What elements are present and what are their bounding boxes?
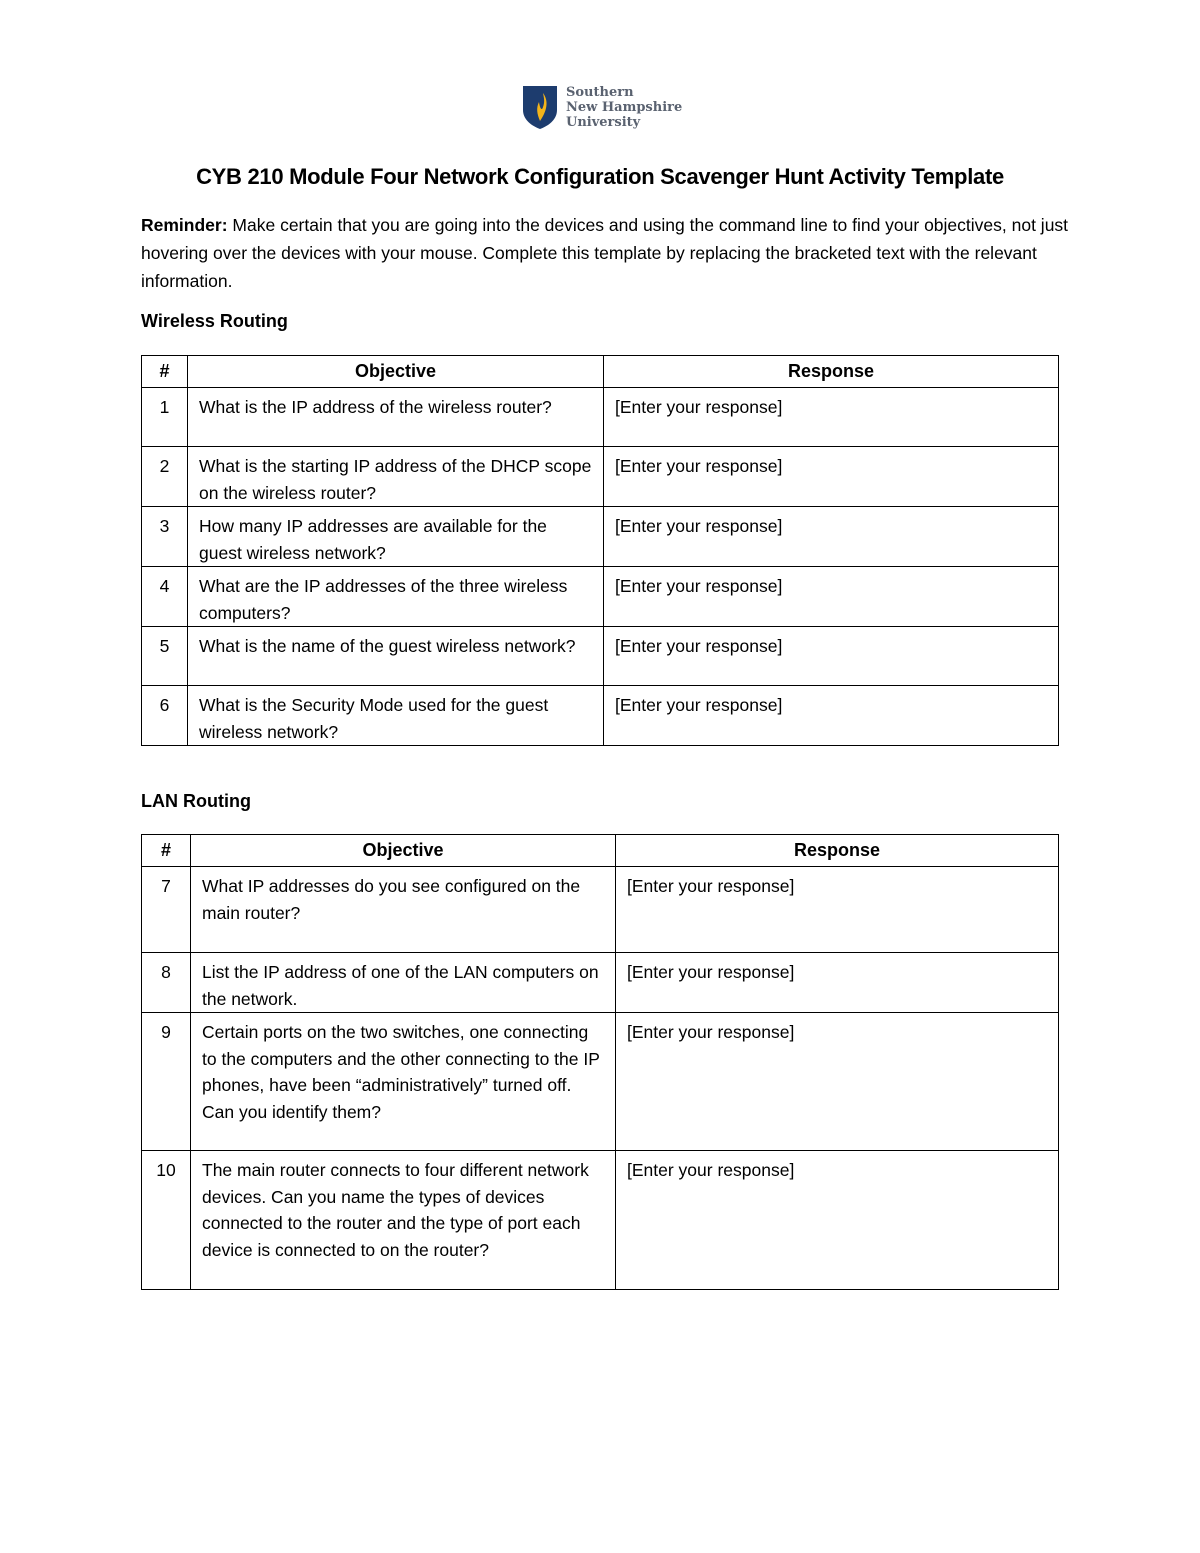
row-response[interactable]: [Enter your response] — [604, 447, 1059, 507]
table-row — [142, 507, 1059, 567]
row-number: 1 — [142, 388, 188, 447]
table-row — [142, 686, 1059, 746]
table-row — [142, 567, 1059, 627]
row-number: 2 — [142, 447, 188, 507]
logo-wordmark — [566, 85, 682, 130]
reminder-paragraph — [141, 211, 1071, 295]
table-row — [142, 1151, 1059, 1290]
row-objective: What is the IP address of the wireless router? — [188, 388, 604, 447]
table-row — [142, 447, 1059, 507]
document-title: CYB 210 Module Four Network Configuration Scavenger Hunt Activity Template — [196, 164, 1004, 189]
row-response[interactable]: [Enter your response] — [616, 953, 1059, 1013]
row-number: 4 — [142, 567, 188, 627]
header-number: # — [142, 356, 188, 388]
row-objective: How many IP addresses are available for the guest wireless network? — [188, 507, 604, 567]
row-objective: What is the name of the guest wireless network? — [188, 627, 604, 686]
row-objective: What IP addresses do you see configured on the main router? — [191, 867, 616, 953]
row-response[interactable]: [Enter your response] — [616, 867, 1059, 953]
header-number: # — [142, 835, 191, 867]
row-response[interactable]: [Enter your response] — [604, 686, 1059, 746]
logo-line-2: New Hampshire — [566, 99, 683, 115]
table-header-row — [142, 356, 1059, 388]
table-header-row — [142, 835, 1059, 867]
row-number: 5 — [142, 627, 188, 686]
row-number: 8 — [142, 953, 191, 1013]
row-objective: What is the Security Mode used for the guest wireless network? — [188, 686, 604, 746]
row-number: 10 — [142, 1151, 191, 1290]
lan-routing-heading: LAN Routing — [141, 791, 251, 811]
row-objective: What is the starting IP address of the DHCP scope on the wireless router? — [188, 447, 604, 507]
header-response: Response — [616, 835, 1059, 867]
row-response[interactable]: [Enter your response] — [616, 1013, 1059, 1151]
shield-flame-icon — [520, 84, 560, 130]
table-row — [142, 867, 1059, 953]
lan-routing-table — [141, 834, 1059, 1290]
row-number: 6 — [142, 686, 188, 746]
header-response: Response — [604, 356, 1059, 388]
reminder-label: Reminder: — [141, 215, 228, 235]
logo-line-1: Southern — [566, 84, 634, 100]
row-objective: List the IP address of one of the LAN computers on the network. — [191, 953, 616, 1013]
row-number: 9 — [142, 1013, 191, 1151]
logo-line-3: University — [566, 114, 641, 130]
reminder-text: Make certain that you are going into the devices and using the command line to find your objectives, not just hovering over the devices with your mouse. Complete this template by replacing the bracketed text with the relevant information. — [141, 215, 1069, 291]
row-number: 7 — [142, 867, 191, 953]
university-logo — [520, 84, 682, 130]
row-objective: The main router connects to four different network devices. Can you name the types of devices connected to the router and the type of port each device is connected to on the router? — [191, 1151, 616, 1290]
table-row — [142, 953, 1059, 1013]
row-response[interactable]: [Enter your response] — [604, 388, 1059, 447]
header-objective: Objective — [188, 356, 604, 388]
header-objective: Objective — [191, 835, 616, 867]
row-objective: What are the IP addresses of the three wireless computers? — [188, 567, 604, 627]
row-response[interactable]: [Enter your response] — [616, 1151, 1059, 1290]
row-response[interactable]: [Enter your response] — [604, 627, 1059, 686]
row-objective: Certain ports on the two switches, one connecting to the computers and the other connecting to the IP phones, have been “administratively” turned off. Can you identify them? — [191, 1013, 616, 1151]
table-row — [142, 388, 1059, 447]
table-row — [142, 1013, 1059, 1151]
row-response[interactable]: [Enter your response] — [604, 567, 1059, 627]
row-number: 3 — [142, 507, 188, 567]
wireless-routing-heading: Wireless Routing — [141, 311, 288, 331]
wireless-routing-table — [141, 355, 1059, 746]
table-row — [142, 627, 1059, 686]
row-response[interactable]: [Enter your response] — [604, 507, 1059, 567]
